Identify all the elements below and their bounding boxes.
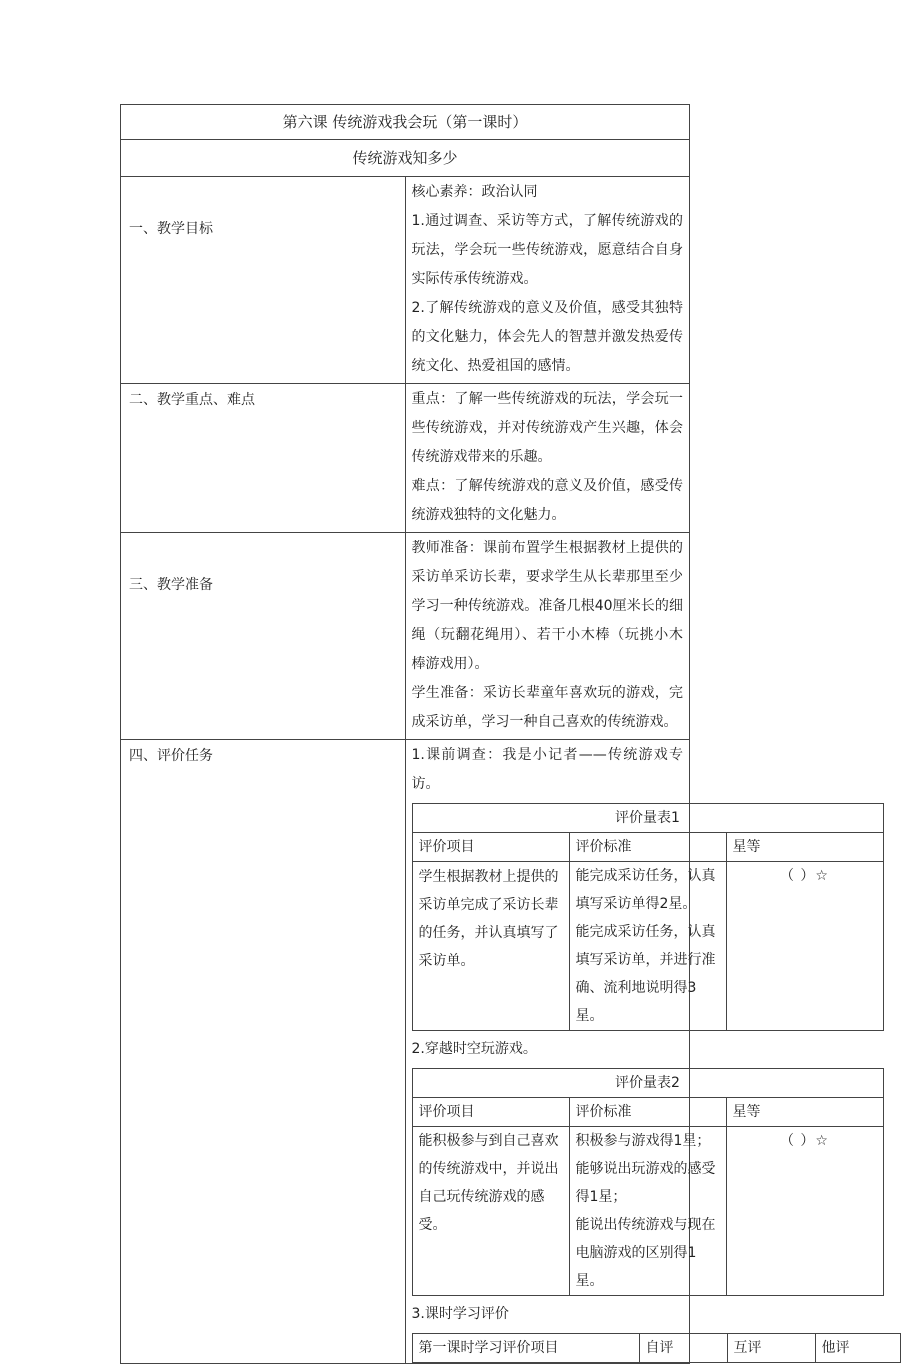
- task-1: 1.课前调查：我是小记者——传统游戏专访。: [411, 747, 683, 792]
- section-key-points: [121, 384, 690, 533]
- rubric-table-2: [412, 1068, 884, 1296]
- eval-header-item: 第一课时学习评价项目: [412, 1334, 639, 1363]
- rubric-caption: 评价量表1: [412, 804, 883, 833]
- section-label: 一、教学目标: [121, 177, 406, 384]
- criterion: 能完成采访任务，认真填写采访单，并进行准确、流利地说明得3星。: [575, 924, 716, 1024]
- task-3: 3.课时学习评价: [411, 1306, 509, 1322]
- header-criteria: 评价标准: [569, 833, 726, 862]
- lesson-evaluation-table: [412, 1333, 901, 1363]
- task-2: 2.穿越时空玩游戏。: [411, 1041, 537, 1057]
- criterion: 能够说出玩游戏的感受得1星；: [575, 1161, 716, 1205]
- key-point: 重点：了解一些传统游戏的玩法，学会玩一些传统游戏，并对传统游戏产生兴趣，体会传统游戏带来的乐趣。: [411, 391, 683, 465]
- section-label: 三、教学准备: [121, 533, 406, 740]
- header-stars: 星等: [726, 1098, 883, 1127]
- header-item: 评价项目: [412, 1098, 569, 1127]
- section-label: 二、教学重点、难点: [121, 384, 406, 533]
- section-preparation: [121, 533, 690, 740]
- rubric-caption: 评价量表2: [412, 1069, 883, 1098]
- lesson-plan-table: [120, 104, 850, 1364]
- teacher-preparation: 教师准备：课前布置学生根据教材上提供的采访单采访长辈，要求学生从长辈那里至少学习一种传统游戏。准备几根40厘米长的细绳（玩翻花绳用）、若干小木棒（玩挑小木棒游戏用）。: [411, 540, 683, 672]
- criterion: 积极参与游戏得1星；: [575, 1133, 711, 1149]
- student-preparation: 学生准备：采访长辈童年喜欢玩的游戏，完成采访单，学习一种自己喜欢的传统游戏。: [411, 685, 683, 730]
- section-assessment: [121, 740, 690, 1364]
- header-criteria: 评价标准: [569, 1098, 726, 1127]
- rubric-table-1: [412, 803, 884, 1031]
- eval-header-other: 他评: [815, 1334, 900, 1363]
- criterion: 能完成采访任务，认真填写采访单得2星。: [575, 868, 716, 912]
- objective-2: 2.了解传统游戏的意义及价值，感受其独特的文化魅力，体会先人的智慧并激发热爱传统文化、热爱祖国的感情。: [411, 300, 683, 374]
- eval-header-peer: 互评: [727, 1334, 815, 1363]
- criterion: 能说出传统游戏与现在电脑游戏的区别得1星。: [575, 1217, 716, 1289]
- section-label: 四、评价任务: [121, 740, 406, 1364]
- star-rating: （ ）☆: [726, 1127, 883, 1296]
- header-stars: 星等: [726, 833, 883, 862]
- lesson-subtitle: 传统游戏知多少: [121, 140, 690, 177]
- lesson-title: 第六课 传统游戏我会玩（第一课时）: [121, 105, 690, 140]
- header-item: 评价项目: [412, 833, 569, 862]
- objective-1: 1.通过调查、采访等方式，了解传统游戏的玩法，学会玩一些传统游戏，愿意结合自身实际传承传统游戏。: [411, 213, 683, 287]
- eval-header-self: 自评: [639, 1334, 727, 1363]
- rubric-item: 学生根据教材上提供的采访单完成了采访长辈的任务，并认真填写了采访单。: [412, 862, 569, 1031]
- rubric-item: 能积极参与到自己喜欢的传统游戏中，并说出自己玩传统游戏的感受。: [412, 1127, 569, 1296]
- star-rating: （ ）☆: [726, 862, 883, 1031]
- core-literacy: 核心素养：政治认同: [411, 184, 538, 200]
- section-objectives: [121, 177, 690, 384]
- difficult-point: 难点：了解传统游戏的意义及价值，感受传统游戏独特的文化魅力。: [411, 478, 683, 523]
